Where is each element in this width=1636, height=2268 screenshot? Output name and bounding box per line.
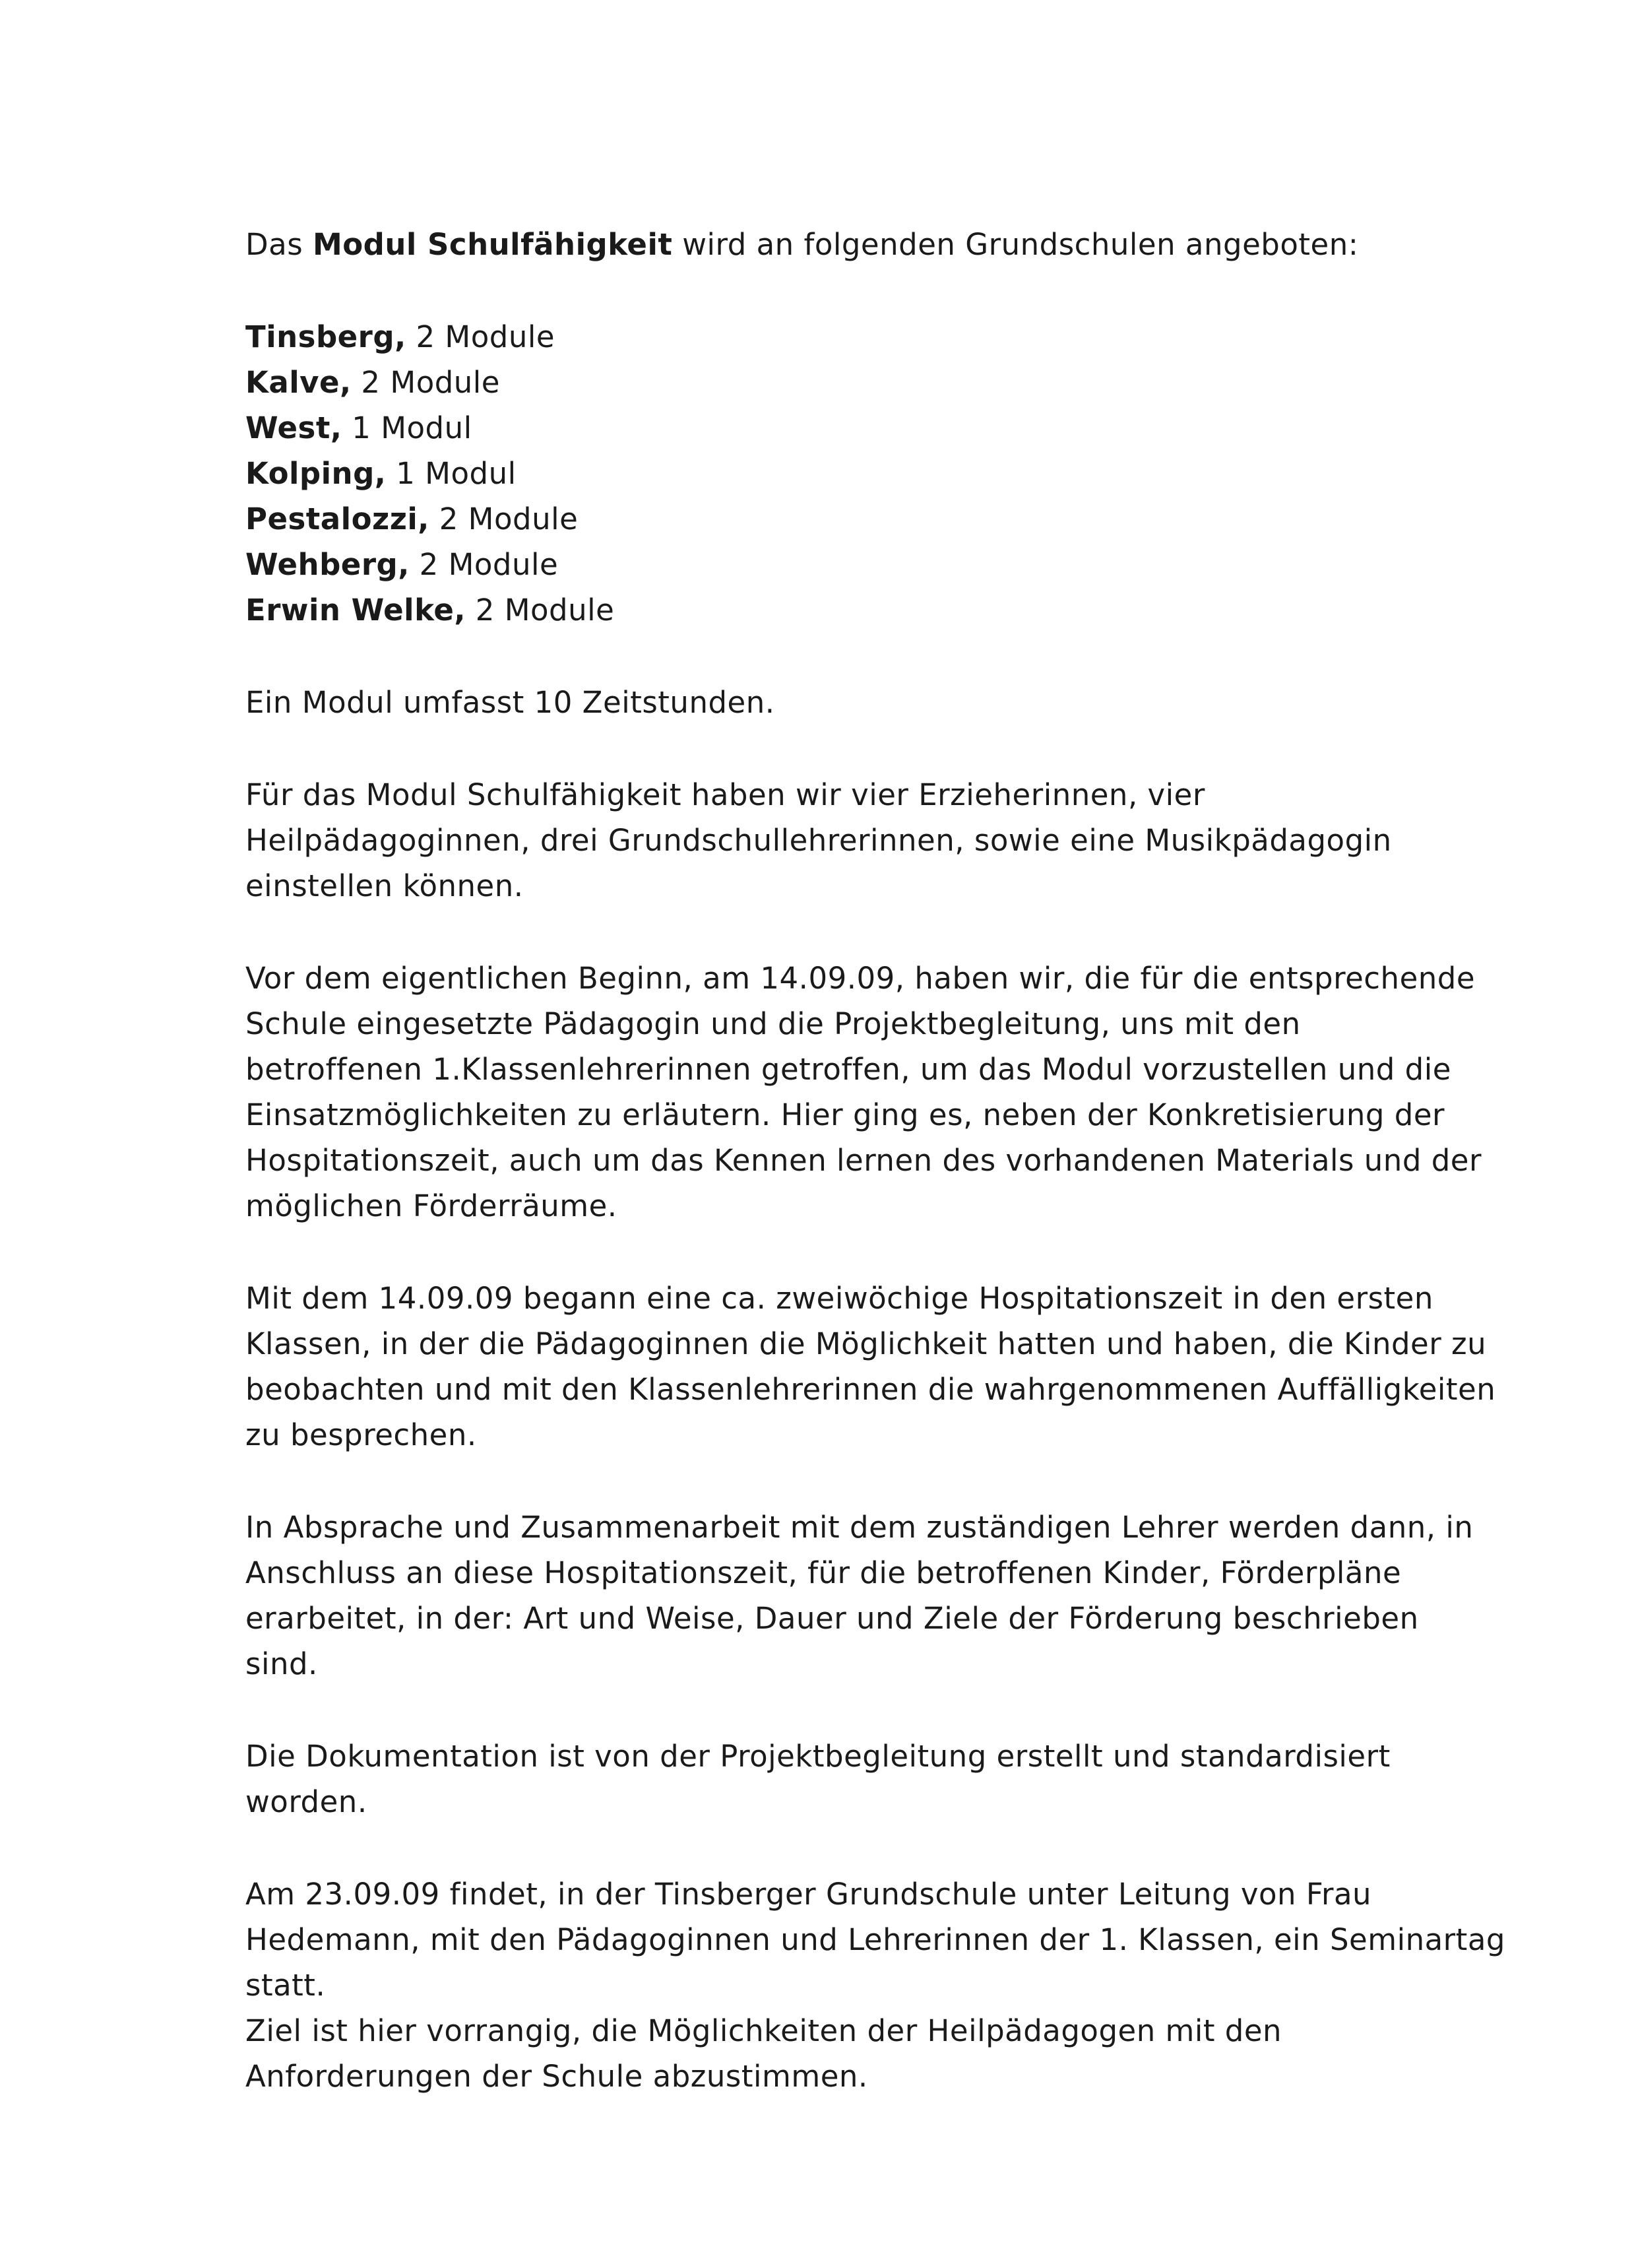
school-name: Erwin Welke, <box>245 593 466 628</box>
text-line: Für das Modul Schulfähigkeit haben wir vier Erzieherinnen, vier <box>245 777 1205 812</box>
text-line: Ein Modul umfasst 10 Zeitstunden. <box>245 685 775 720</box>
text-line: sind. <box>245 1646 318 1681</box>
text-line: Am 23.09.09 findet, in der Tinsberger Grundschule unter Leitung von Frau <box>245 1877 1372 1912</box>
intro-line <box>245 222 1499 267</box>
school-modules: 2 Module <box>409 547 559 582</box>
school-modules: 1 Modul <box>342 410 472 445</box>
school-list <box>245 314 1499 633</box>
text-line: Einsatzmöglichkeiten zu erläutern. Hier ging es, neben der Konkretisierung der <box>245 1097 1445 1132</box>
school-row <box>245 542 1499 587</box>
text-line: Anschluss an diese Hospitationszeit, für die betroffenen Kinder, Förderpläne <box>245 1555 1402 1590</box>
school-row <box>245 405 1499 451</box>
text-line: Die Dokumentation ist von der Projektbegleitung erstellt und standardisiert <box>245 1739 1391 1774</box>
text-line: Schule eingesetzte Pädagogin und die Projektbegleitung, uns mit den <box>245 1006 1301 1041</box>
paragraph-documentation <box>245 1733 1499 1825</box>
text-line: Ziel ist hier vorrangig, die Möglichkeiten der Heilpädagogen mit den <box>245 2013 1282 2048</box>
text-line: Heilpädagoginnen, drei Grundschullehrerinnen, sowie eine Musikpädagogin <box>245 823 1392 858</box>
school-modules: 1 Modul <box>386 456 517 491</box>
paragraph-staff <box>245 772 1499 909</box>
text-line: statt. <box>245 1968 326 2003</box>
school-row <box>245 496 1499 542</box>
document-body <box>245 222 1505 2099</box>
school-name: Wehberg, <box>245 547 410 582</box>
school-modules: 2 Module <box>351 365 500 400</box>
text-line: zu besprechen. <box>245 1417 477 1452</box>
school-name: Tinsberg, <box>245 319 406 354</box>
text-line: Anforderungen der Schule abzustimmen. <box>245 2059 868 2094</box>
school-name: Kalve, <box>245 365 352 400</box>
school-modules: 2 Module <box>429 502 579 536</box>
school-row <box>245 451 1499 496</box>
school-row <box>245 360 1499 405</box>
text-line: Mit dem 14.09.09 begann eine ca. zweiwöchige Hospitationszeit in den ersten <box>245 1281 1433 1316</box>
school-modules: 2 Module <box>465 593 615 628</box>
school-modules: 2 Module <box>406 319 555 354</box>
paragraph-preparation <box>245 956 1499 1229</box>
intro-bold-term: Modul Schulfähigkeit <box>312 227 673 262</box>
text-line: einstellen können. <box>245 868 524 903</box>
text-line: beobachten und mit den Klassenlehrerinnen die wahrgenommenen Auffälligkeiten <box>245 1372 1496 1407</box>
paragraph-hospitation <box>245 1276 1499 1458</box>
paragraph-module-duration <box>245 680 1499 725</box>
school-row <box>245 587 1499 633</box>
school-row <box>245 314 1499 360</box>
school-name: Kolping, <box>245 456 387 491</box>
text-line: möglichen Förderräume. <box>245 1188 617 1223</box>
text-line: betroffenen 1.Klassenlehrerinnen getroffen, um das Modul vorzustellen und die <box>245 1052 1451 1087</box>
text-line: Vor dem eigentlichen Beginn, am 14.09.09, haben wir, die für die entsprechende <box>245 961 1476 996</box>
text-line: In Absprache und Zusammenarbeit mit dem zuständigen Lehrer werden dann, in <box>245 1510 1474 1545</box>
text-line: worden. <box>245 1784 367 1819</box>
text-line: Hedemann, mit den Pädagoginnen und Lehrerinnen der 1. Klassen, ein Seminartag <box>245 1922 1505 1957</box>
school-name: Pestalozzi, <box>245 502 429 536</box>
text-line: Hospitationszeit, auch um das Kennen lernen des vorhandenen Materials und der <box>245 1143 1482 1178</box>
school-name: West, <box>245 410 342 445</box>
paragraph-seminar <box>245 1871 1505 2099</box>
intro-suffix: wird an folgenden Grundschulen angeboten: <box>672 227 1359 262</box>
paragraph-support-plans <box>245 1505 1499 1687</box>
text-line: Klassen, in der die Pädagoginnen die Möglichkeit hatten und haben, die Kinder zu <box>245 1326 1487 1361</box>
text-line: erarbeitet, in der: Art und Weise, Dauer und Ziele der Förderung beschrieben <box>245 1601 1419 1636</box>
intro-prefix: Das <box>245 227 313 262</box>
